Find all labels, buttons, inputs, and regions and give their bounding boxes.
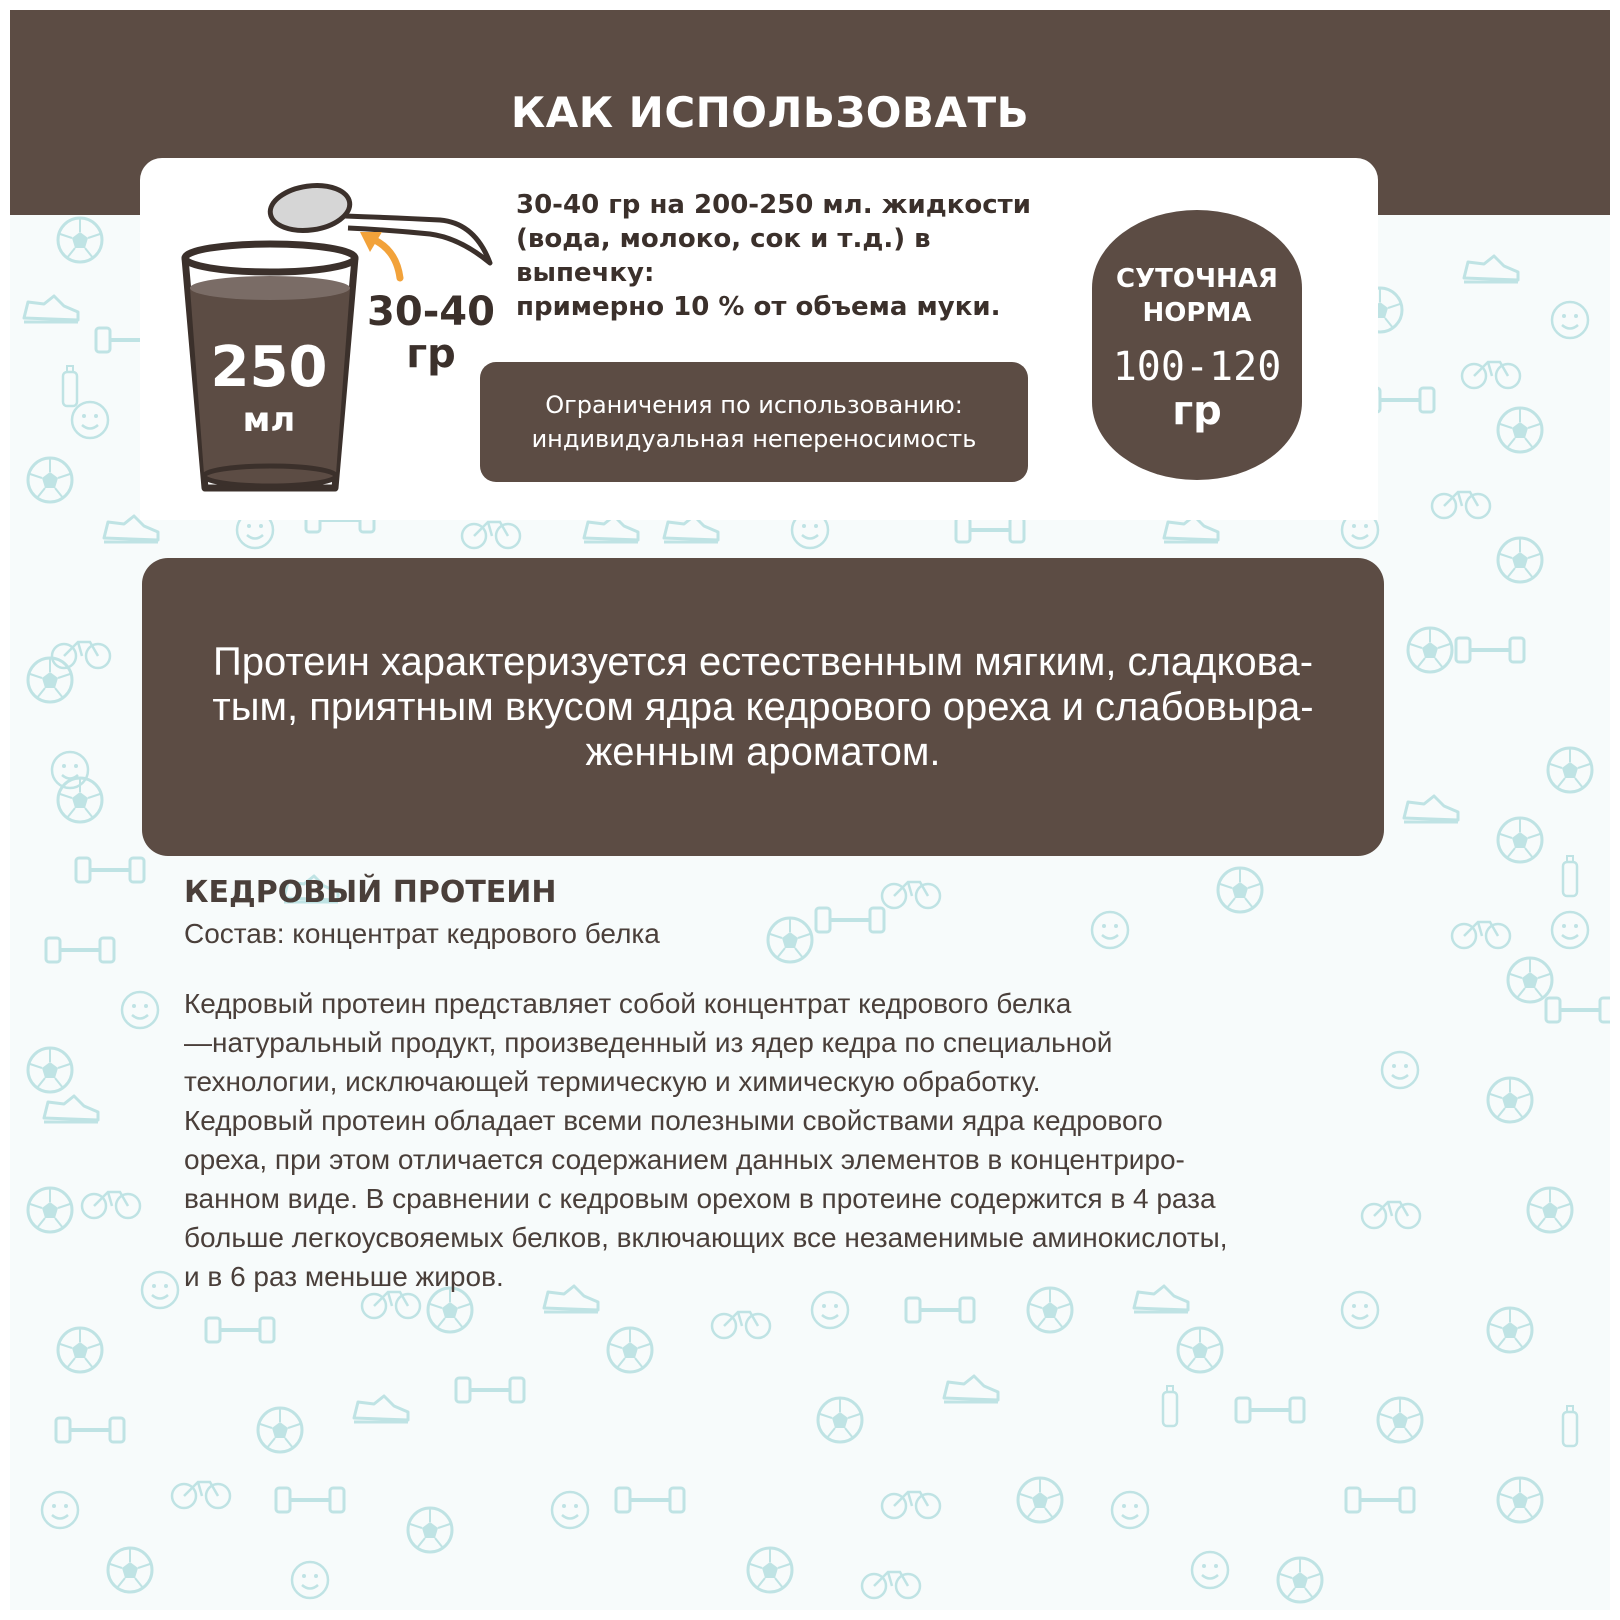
cup-volume: 250 [210,335,328,400]
dosage-instructions [516,188,1076,324]
daily-norm-unit: гр [1172,388,1222,434]
cup-unit: мл [242,400,296,440]
daily-norm-label [1092,262,1302,330]
product-description: Кедровый протеин представляет собой концентрат кедрового белка —натуральный продукт, произведенный из ядер кедра по специальной технологии, исключающей термическую и химическую обработку. Кедровый протеин обладает всеми полезными свойствами ядра кедрового ореха, при этом отличается содержанием данных элементов в концентриро- ванном виде. В сравнении с кедровым орехом в протеине содержится в 4 раза больше легкоусвояемых белков, включающих все незаменимые аминокислоты, и в 6 раз меньше жиров. [184,988,1228,1292]
scoop-unit: гр [406,331,456,377]
arrow-icon [360,232,400,278]
restriction-line: индивидуальная непереносимость [531,425,977,453]
daily-norm-label-line: СУТОЧНАЯ [1116,264,1278,294]
dosage-line: (вода, молоко, сок и т.д.) в выпечку: [516,224,931,288]
product-composition: Состав: концентрат кедрового белка [184,918,660,949]
daily-norm-value: 100-120 [1112,344,1282,390]
taste-description: Протеин характеризуется естественным мягким, сладкова- тым, приятным вкусом ядра кедрового ореха и слабовыра- женным ароматом. [212,639,1314,774]
product-name: КЕДРОВЫЙ ПРОТЕИН [184,875,557,910]
restriction-box [480,362,1028,482]
scoop-amount: 30-40 [367,289,495,335]
dosage-line: 30-40 гр на 200-250 мл. жидкости [516,190,1031,220]
daily-norm-label-line: НОРМА [1142,298,1252,328]
page-title: КАК ИСПОЛЬЗОВАТЬ [510,88,1030,137]
restriction-line: Ограничения по использованию: [545,391,963,419]
taste-description-box [142,558,1384,856]
daily-norm-badge [1092,210,1302,480]
dosage-line: примерно 10 % от объема муки. [516,292,1001,322]
